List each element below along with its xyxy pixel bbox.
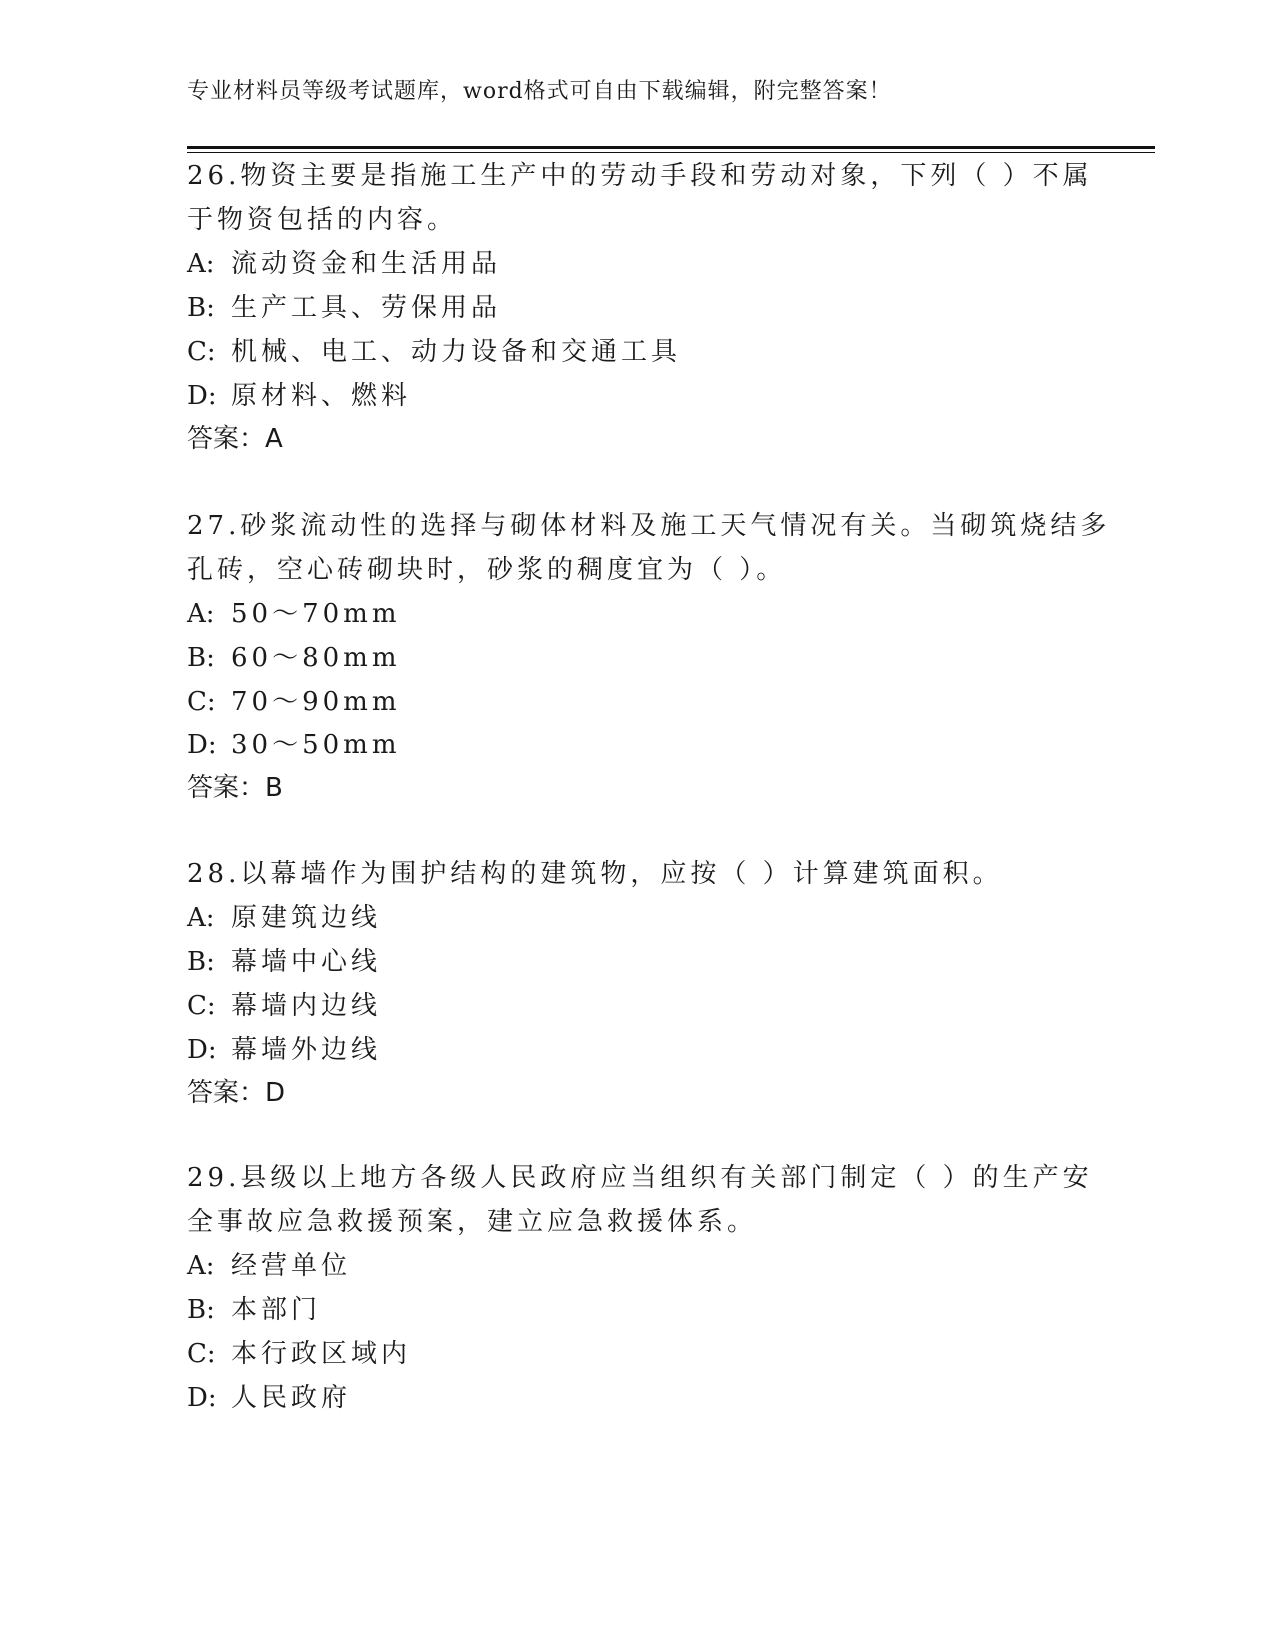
- option-key: B:: [187, 643, 215, 673]
- option-text: 原材料、燃料: [231, 381, 412, 411]
- option-text: 原建筑边线: [231, 903, 382, 933]
- option-text: 流动资金和生活用品: [231, 249, 502, 279]
- option-text: 幕墙中心线: [231, 947, 382, 977]
- page-header: 专业材料员等级考试题库，word格式可自由下载编辑，附完整答案！: [187, 79, 892, 104]
- option-c: [187, 681, 400, 718]
- option-b: [187, 637, 400, 674]
- option-text: 70～90mm: [231, 687, 401, 717]
- option-key: A:: [187, 1251, 215, 1281]
- option-c: [187, 985, 381, 1022]
- question-text: 28.以幕墙作为围护结构的建筑物，应按（ ）计算建筑面积。: [187, 859, 1003, 889]
- option-key: D:: [187, 1035, 217, 1065]
- option-key: A:: [187, 903, 215, 933]
- option-key: C:: [187, 1339, 216, 1369]
- option-key: D:: [187, 381, 217, 411]
- option-d: [187, 375, 411, 412]
- option-key: C:: [187, 687, 216, 717]
- option-key: A:: [187, 249, 215, 279]
- option-key: A:: [187, 599, 215, 629]
- question-text: 26.物资主要是指施工生产中的劳动手段和劳动对象，下列（ ）不属: [187, 161, 1093, 191]
- header-divider-thin: [187, 152, 1155, 153]
- option-d: [187, 1029, 381, 1066]
- option-c: [187, 1333, 411, 1370]
- question-text: 全事故应急救援预案，建立应急救援体系。: [187, 1207, 758, 1237]
- option-text: 人民政府: [231, 1383, 352, 1413]
- option-text: 50～70mm: [231, 599, 401, 629]
- option-d: [187, 1377, 351, 1414]
- option-text: 本部门: [231, 1295, 322, 1325]
- option-text: 幕墙外边线: [231, 1035, 382, 1065]
- option-text: 经营单位: [231, 1251, 352, 1281]
- option-key: C:: [187, 337, 216, 367]
- option-key: B:: [187, 293, 215, 323]
- option-a: [187, 1245, 351, 1282]
- option-key: B:: [187, 947, 215, 977]
- option-key: D:: [187, 730, 217, 760]
- option-a: [187, 897, 381, 934]
- option-d: [187, 724, 400, 761]
- option-b: [187, 1289, 321, 1326]
- option-a: [187, 243, 501, 280]
- question-text: 孔砖，空心砖砌块时，砂浆的稠度宜为（ ）。: [187, 555, 787, 585]
- question-text: 于物资包括的内容。: [187, 205, 458, 235]
- option-key: C:: [187, 991, 216, 1021]
- option-text: 幕墙内边线: [231, 991, 382, 1021]
- question-text: 27.砂浆流动性的选择与砌体材料及施工天气情况有关。当砌筑烧结多: [187, 511, 1111, 541]
- answer: 答案：A: [187, 424, 283, 454]
- option-key: D:: [187, 1383, 217, 1413]
- option-text: 60～80mm: [231, 643, 401, 673]
- option-c: [187, 331, 681, 368]
- option-key: B:: [187, 1295, 215, 1325]
- option-text: 本行政区域内: [231, 1339, 412, 1369]
- option-b: [187, 941, 381, 978]
- answer: 答案：B: [187, 773, 283, 803]
- question-text: 29.县级以上地方各级人民政府应当组织有关部门制定（ ）的生产安: [187, 1163, 1093, 1193]
- option-text: 机械、电工、动力设备和交通工具: [231, 337, 682, 367]
- header-divider: [187, 146, 1155, 149]
- option-a: [187, 593, 400, 630]
- answer: 答案：D: [187, 1078, 286, 1108]
- option-text: 30～50mm: [231, 730, 401, 760]
- option-text: 生产工具、劳保用品: [231, 293, 502, 323]
- option-b: [187, 287, 501, 324]
